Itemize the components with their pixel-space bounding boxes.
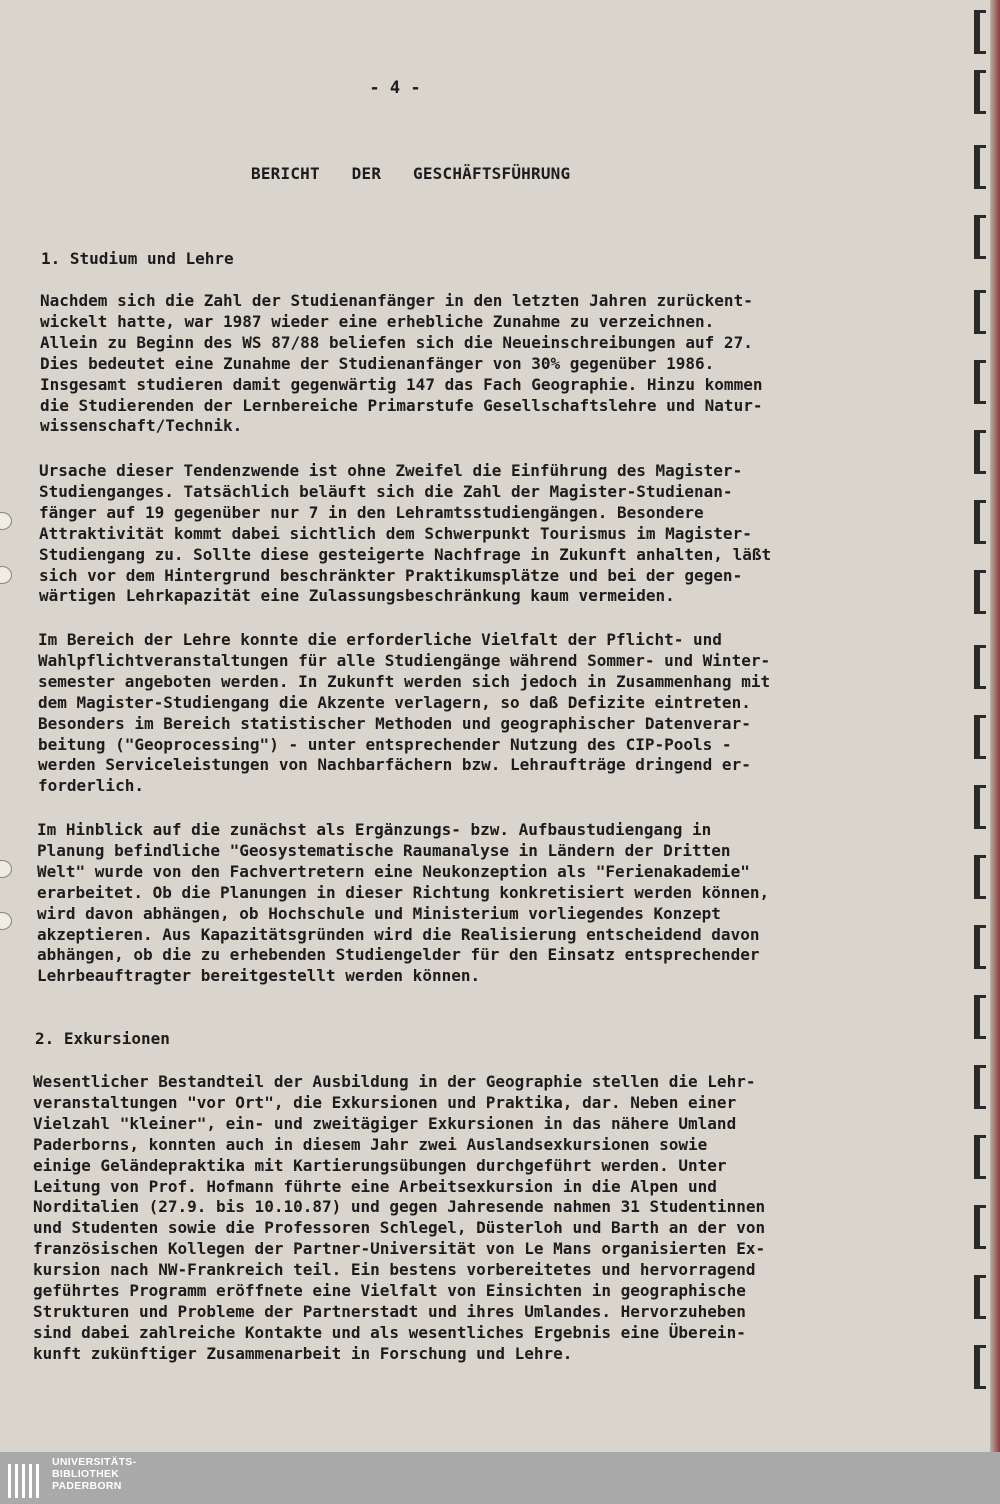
footer-bar <box>0 1452 1000 1504</box>
logo-line: BIBLIOTHEK <box>52 1468 120 1480</box>
binder-clip <box>974 1205 986 1249</box>
binder-clip <box>974 715 986 759</box>
binder-clip <box>974 570 986 614</box>
binder-clip <box>974 1065 986 1109</box>
paragraph: Nachdem sich die Zahl der Studienanfänger in den letzten Jahren zurückent- wickelt hatte, war 1987 wieder eine erhebliche Zunahme zu verzeichnen. Allein zu Beginn des WS 87/88 beliefen sich die Neueinschreibungen auf 27. Dies bedeutet eine Zunahme der Studienanfänger von 30% gegenüber 1986. Insgesamt studieren damit gegenwärtig 147 das Fach Geographie. Hinzu kommen die Studierenden der Lernbereiche Primarstufe Gesellschaftslehre und Natur- wissenschaft/Technik. <box>40 291 763 436</box>
binder-clip <box>974 145 986 189</box>
binder-clip <box>974 995 986 1039</box>
binder-clip <box>974 430 986 474</box>
library-logo-icon <box>6 1458 46 1498</box>
section-heading-exkursionen: 2. Exkursionen <box>35 1029 170 1048</box>
binder-clip <box>974 500 986 544</box>
binder-clip <box>974 10 986 54</box>
binder-edge <box>990 0 1000 1452</box>
paragraph: Ursache dieser Tendenzwende ist ohne Zweifel die Einführung des Magister- Studienganges. Tatsächlich beläuft sich die Zahl der Magister-Studienan- fänger auf 19 gegenüber nur 7 in den Lehramtsstudiengängen. Besondere Attraktivität kommt dabei sichtlich dem Schwerpunkt Tourismus im Magister- Studiengang zu. Sollte diese gesteigerte Nachfrage in Zukunft anhalten, läßt sich vor dem Hintergrund beschränkter Praktikumsplätze und bei der gegen- wärtigen Lehrkapazität eine Zulassungsbeschränkung kaum vermeiden. <box>39 461 772 606</box>
binder-clip <box>974 645 986 689</box>
binder-clip <box>974 360 986 404</box>
punch-hole <box>0 512 12 530</box>
punch-hole <box>0 566 12 584</box>
page-title: BERICHT DER GESCHÄFTSFÜHRUNG <box>251 164 571 183</box>
binder-clip <box>974 70 986 114</box>
paragraph: Im Hinblick auf die zunächst als Ergänzungs- bzw. Aufbaustudiengang in Planung befindliche "Geosystematische Raumanalyse in Ländern der Dritten Welt" wurde von den Fachvertretern eine Neukonzeption als "Ferienakademie" erarbeitet. Ob die Planungen in dieser Richtung konkretisiert werden können, wird davon abhängen, ob Hochschule und Ministerium vorliegendes Konzept akzeptieren. Aus Kapazitätsgründen wird die Realisierung entscheidend davon abhängen, ob die zu erhebenden Studiengelder für den Einsatz entsprechender Lehrbeauftragter bereitgestellt werden können. <box>37 820 770 986</box>
section-heading-studium: 1. Studium und Lehre <box>41 249 234 268</box>
binder-clip <box>974 925 986 969</box>
punch-hole <box>0 912 12 930</box>
paragraph: Im Bereich der Lehre konnte die erforderliche Vielfalt der Pflicht- und Wahlpflichtveranstaltungen für alle Studiengänge während Sommer- und Winter- semester angeboten werden. In Zukunft werden sich jedoch in Zusammenhang mit dem Magister-Studiengang die Akzente verlagern, so daß Defizite eintreten. Besonders im Bereich statistischer Methoden und geographischer Datenverar- beitung ("Geoprocessing") - unter entsprechender Nutzung des CIP-Pools - werden Serviceleistungen von Nachbarfächern bzw. Lehraufträge dringend er- forderlich. <box>38 630 771 796</box>
logo-line: UNIVERSITÄTS- <box>52 1456 137 1468</box>
binder-clip <box>974 1275 986 1319</box>
binder-clip <box>974 1135 986 1179</box>
binder-clip <box>974 855 986 899</box>
binder-clip <box>974 215 986 259</box>
library-logo-text <box>52 1456 136 1492</box>
binder-clip <box>974 290 986 334</box>
logo-line: PADERBORN <box>52 1480 122 1492</box>
punch-hole <box>0 860 12 878</box>
paragraph: Wesentlicher Bestandteil der Ausbildung in der Geographie stellen die Lehr- veranstaltungen "vor Ort", die Exkursionen und Praktika, dar. Neben einer Vielzahl "kleiner", ein- und zweitägiger Exkursionen in das nähere Umland Paderborns, konnten auch in diesem Jahr zwei Auslandsexkursionen sowie einige Geländepraktika mit Kartierungsübungen durchgeführt werden. Unter Leitung von Prof. Hofmann führte eine Arbeitsexkursion in die Alpen und Norditalien (27.9. bis 10.10.87) und gegen Jahresende nahmen 31 Studentinnen und Studenten sowie die Professoren Schlegel, Düsterloh und Barth an der von französischen Kollegen der Partner-Universität von Le Mans organisierten Ex- kursion nach NW-Frankreich teil. Ein bestens vorbereitetes und hervorragend geführtes Programm eröffnete eine Vielfalt von Einsichten in geographische Strukturen und Probleme der Partnerstadt und ihres Umlandes. Hervorzuheben sind dabei zahlreiche Kontakte und als wesentliches Ergebnis eine Überein- kunft zukünftiger Zusammenarbeit in Forschung und Lehre. <box>33 1072 766 1363</box>
page-number: - 4 - <box>369 78 421 98</box>
binder-clip <box>974 1345 986 1389</box>
binder-clip <box>974 785 986 829</box>
